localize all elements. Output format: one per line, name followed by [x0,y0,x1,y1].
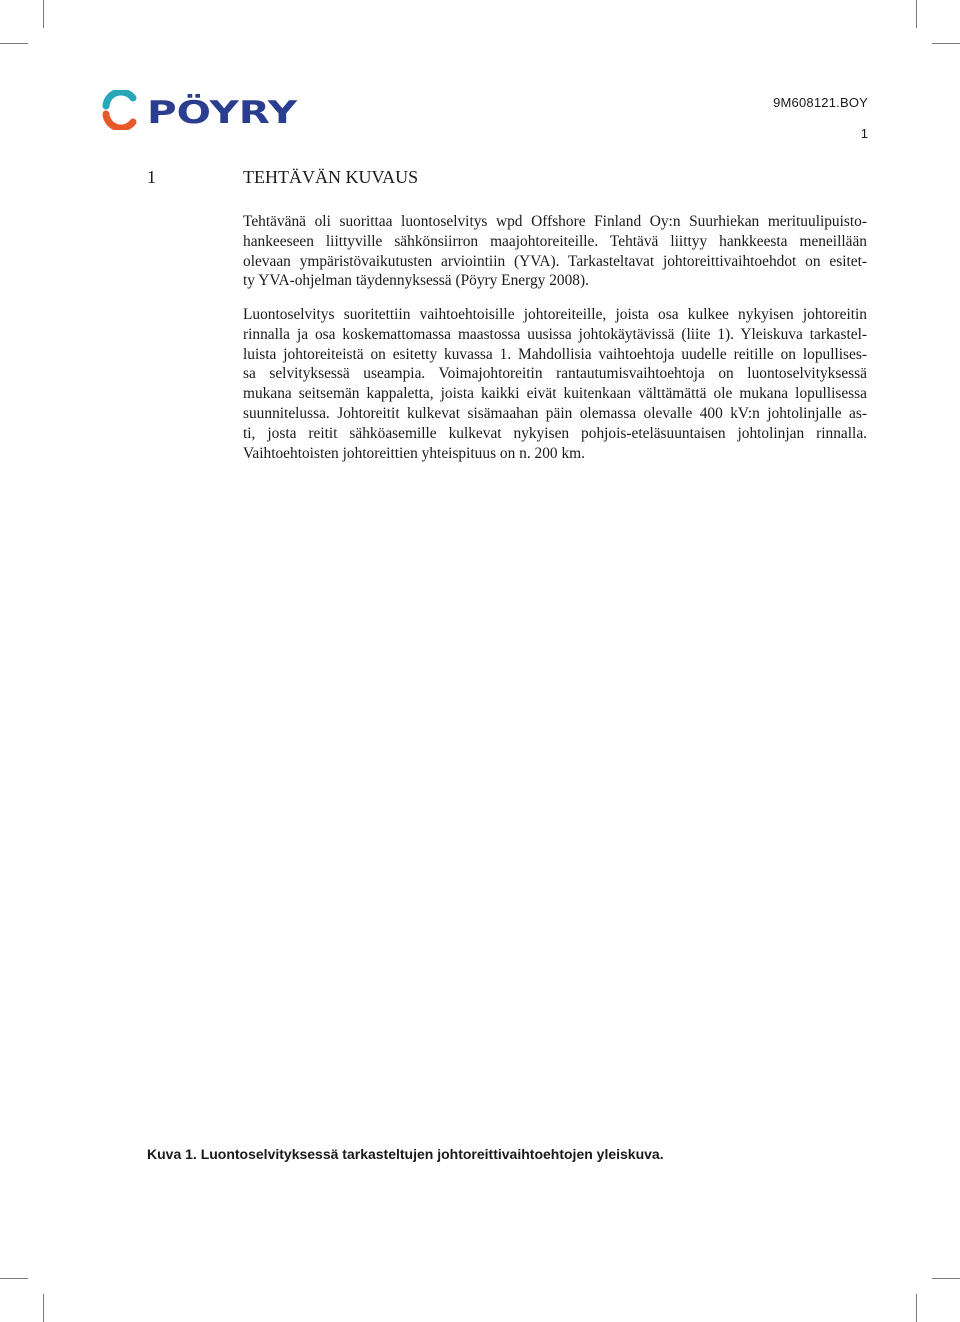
text-line: ty YVA-ohjelman täydennyksessä (Pöyry Energy 2008). [243,272,589,290]
crop-mark [932,1278,960,1279]
section-title: TEHTÄVÄN KUVAUS [243,167,419,187]
crop-mark [43,0,44,28]
poyry-logo [100,90,300,130]
text-line: ti, josta reitit sähköasemille kulkevat nykyisen pohjois-eteläsuuntaisen johtolinjan rinnalla. [243,424,867,442]
text-line: mukana seitsemän kappaletta, joista kaikki eivät kuitenkaan välttämättä ole mukana lopullisessa [243,385,867,403]
text-line: luista johtoreiteistä on esitetty kuvassa 1. Mahdollisia vaihtoehtoja uudelle reitille on lopullises- [243,345,867,363]
section-number: 1 [147,167,156,187]
crop-mark [916,0,917,28]
svg-text:PÖYRY: PÖYRY [147,95,263,130]
crop-mark [916,1294,917,1322]
crop-mark [0,1278,28,1279]
text-line: Luontoselvitys suoritettiin vaihtoehtoisille johtoreiteille, joista osa kulkee nykyisen johtoreitin [243,306,867,323]
crop-mark [0,43,28,44]
figure-caption: Kuva 1. Luontoselvityksessä tarkasteltujen johtoreittivaihtoehtojen yleiskuva. [147,1146,664,1162]
text-line: rinnalla ja osa koskemattomassa maastossa uusissa johtokäytävissä (liite 1). Yleiskuva tarkastel- [243,325,867,343]
text-line: olevaan ympäristövaikutusten arviointiin (YVA). Tarkasteltavat johtoreittivaihtoehdot on esitet- [243,252,867,270]
text-line: sa selvityksessä useampia. Voimajohtoreitin rantautumisvaihtoehtoja on luontoselvityksessä [243,365,867,383]
document-code: 9M608121.BOY [773,95,868,110]
crop-mark [932,43,960,44]
page-number: 1 [860,126,868,141]
text-line: Tehtävänä oli suorittaa luontoselvitys wpd Offshore Finland Oy:n Suurhiekan merituulipuisto- [243,213,867,230]
section-heading [147,167,418,188]
text-line: hankeeseen liittyville sähkönsiirron maajohtoreiteille. Tehtävä liittyy hankkeesta meneillään [243,232,867,250]
crop-mark [43,1294,44,1322]
paragraph [243,305,867,463]
text-line: Vaihtoehtoisten johtoreittien yhteispituus on n. 200 km. [243,444,585,462]
text-line: suunnitelussa. Johtoreitit kulkevat sisämaahan päin olemassa olevalle 400 kV:n johtolinjalle as- [243,404,867,422]
paragraph [243,212,867,291]
